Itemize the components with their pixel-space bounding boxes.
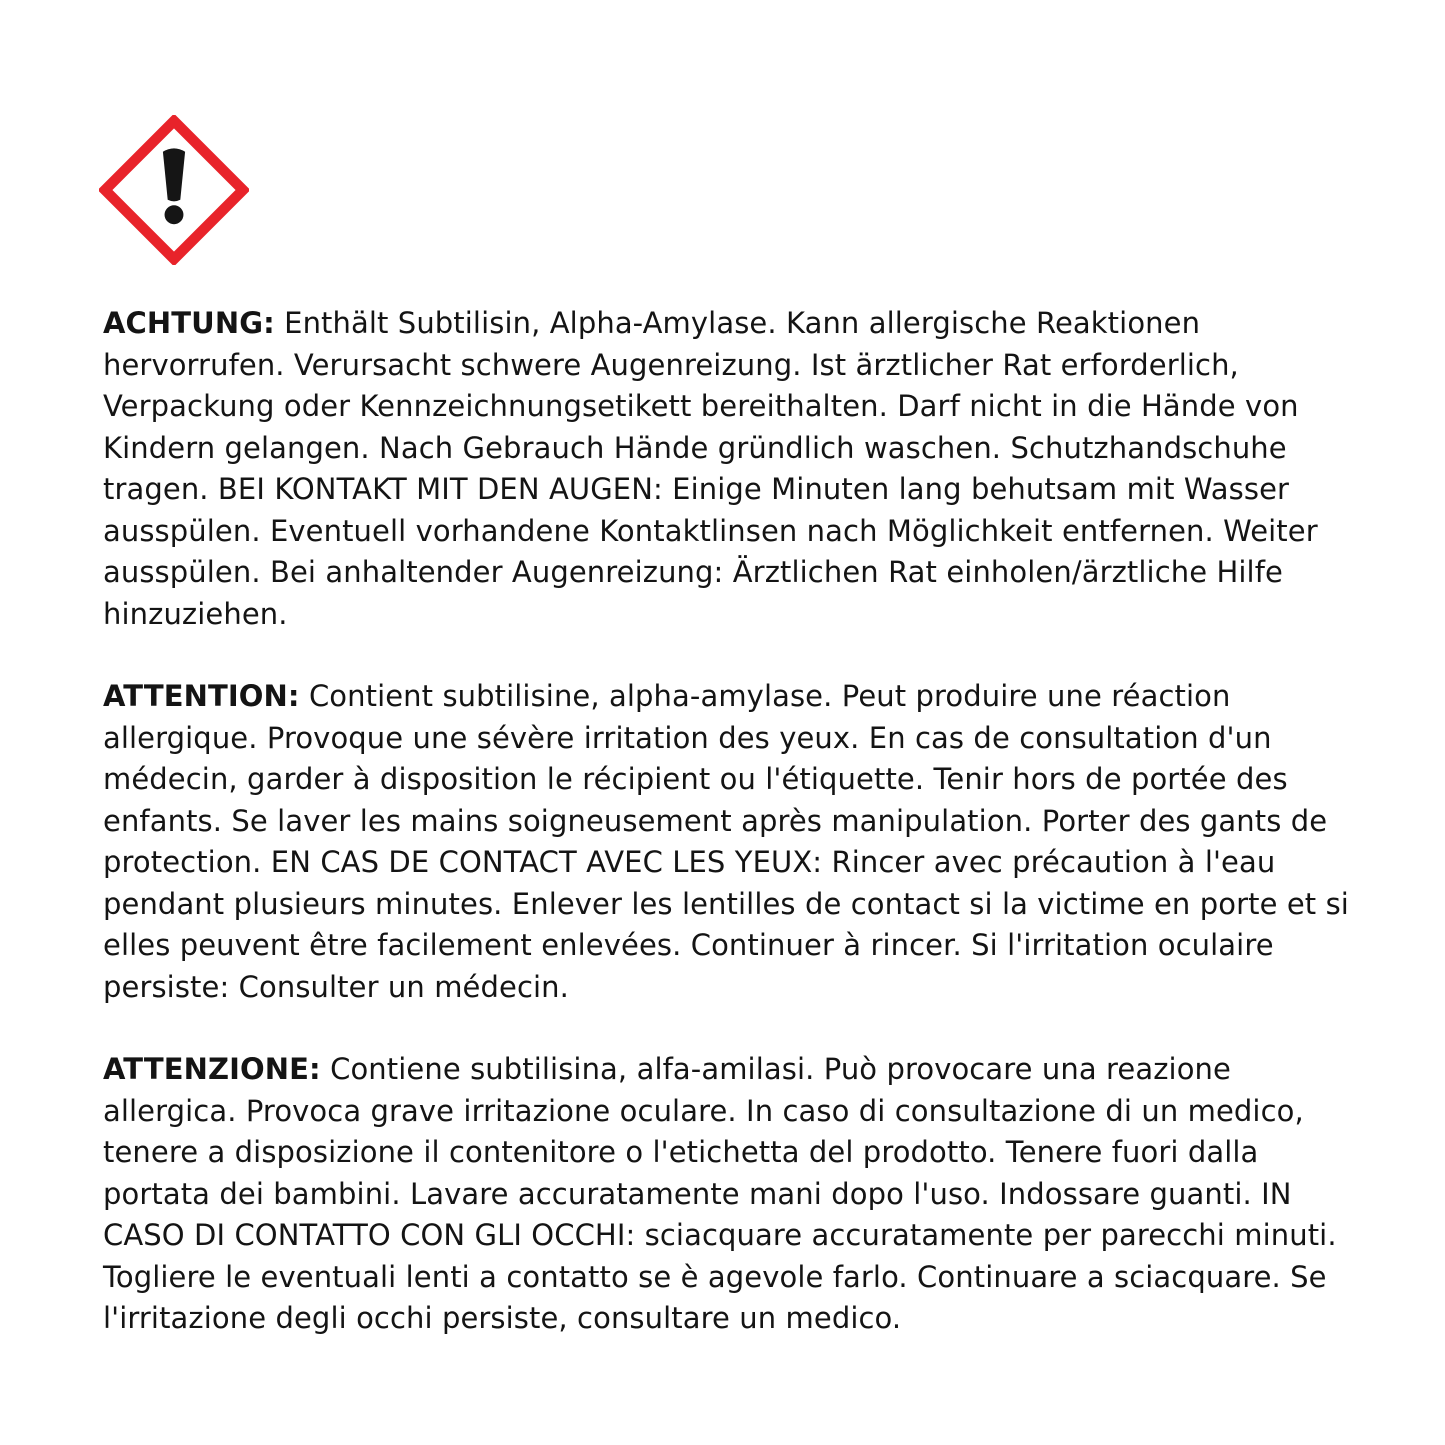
hazard-statement-german <box>103 303 1355 635</box>
hazard-text-french: Contient subtilisine, alpha-amylase. Peut produire une réaction allergique. Provoque une sévère irritation des yeux. En cas de consultation d'un médecin, garder à disposition le récipient ou l'étiquette. Tenir hors de portée des enfants. Se laver les mains soigneusement après manipulation. Porter des gants de protection. EN CAS DE CONTACT AVEC LES YEUX: Rincer avec précaution à l'eau pendant plusieurs minutes. Enlever les lentilles de contact si la victime en porte et si elles peuvent être facilement enlevées. Continuer à rincer. Si l'irritation oculaire persiste: Consulter un médecin. <box>103 679 1349 1004</box>
exclamation-dot <box>165 205 184 224</box>
hazard-text-italian: Contiene subtilisina, alfa-amilasi. Può provocare una reazione allergica. Provoca grave irritazione oculare. In caso di consultazione di un medico, tenere a disposizione il contenitore o l'etichetta del prodotto. Tenere fuori dalla portata dei bambini. Lavare accuratamente mani dopo l'uso. Indossare guanti. IN CASO DI CONTATTO CON GLI OCCHI: sciacquare accuratamente per parecchi minuti. Togliere le eventuali lenti a contatto se è agevole farlo. Continuare a sciacquare. Se l'irritazione degli occhi persiste, consultare un medico. <box>103 1052 1337 1335</box>
ghs-warning-pictogram <box>99 115 249 265</box>
signal-word-german: ACHTUNG: <box>103 306 275 340</box>
signal-word-italian: ATTENZIONE: <box>103 1052 321 1086</box>
hazard-statements <box>103 303 1355 1381</box>
hazard-statement-french <box>103 676 1355 1008</box>
hazard-text-german: Enthält Subtilisin, Alpha-Amylase. Kann allergische Reaktionen hervorrufen. Verursacht schwere Augenreizung. Ist ärztlicher Rat erforderlich, Verpackung oder Kennzeichnungsetikett bereithalten. Darf nicht in die Hände von Kindern gelangen. Nach Gebrauch Hände gründlich waschen. Schutzhandschuhe tragen. BEI KONTAKT MIT DEN AUGEN: Einige Minuten lang behutsam mit Wasser ausspülen. Eventuell vorhandene Kontaktlinsen nach Möglichkeit entfernen. Weiter ausspülen. Bei anhaltender Augenreizung: Ärztlichen Rat einholen/ärztliche Hilfe hinzuziehen. <box>103 306 1318 631</box>
signal-word-french: ATTENTION: <box>103 679 300 713</box>
exclamation-mark-icon <box>99 115 249 265</box>
hazard-statement-italian <box>103 1049 1355 1340</box>
